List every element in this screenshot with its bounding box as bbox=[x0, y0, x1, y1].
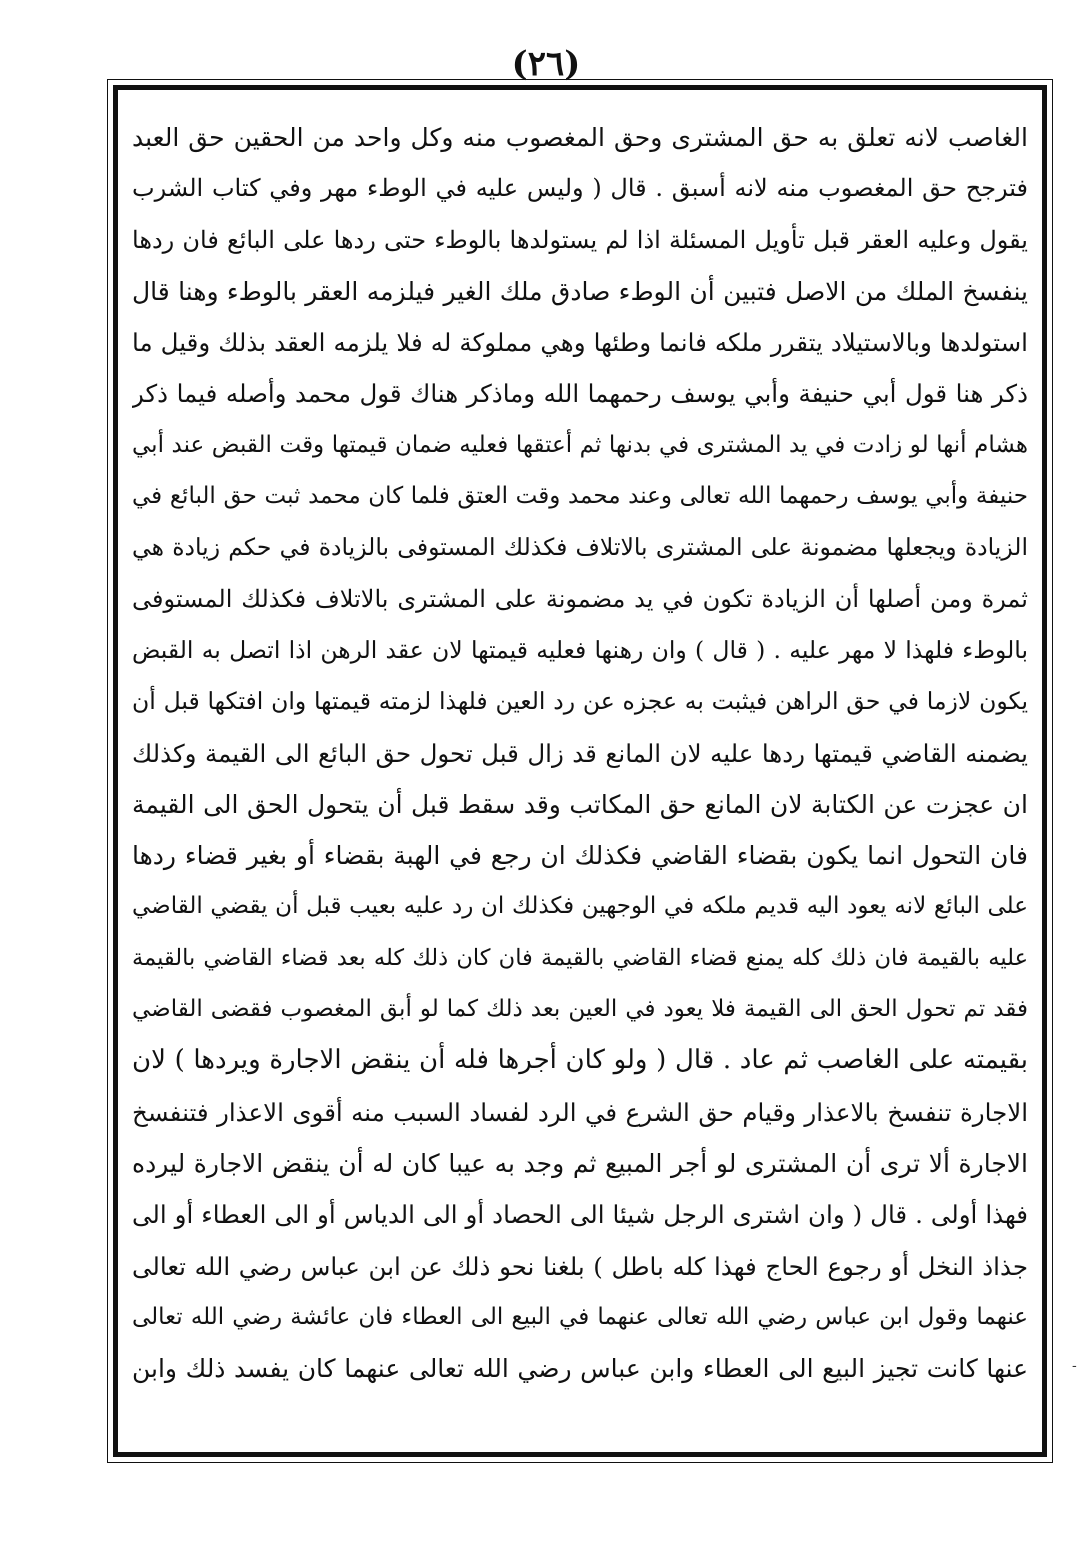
text-line: فان التحول انما يكون بقضاء القاضي فكذلك ان رجع في الهبة بقضاء أو بغير قضاء ردها bbox=[132, 841, 1028, 871]
text-frame bbox=[113, 85, 1047, 1457]
text-line: فهذا أولى . قال ( وان اشترى الرجل شيئا الى الحصاد أو الى الدياس أو الى العطاء أو الى bbox=[132, 1200, 1028, 1230]
text-line: فقد تم تحول الحق الى القيمة فلا يعود في العين بعد ذلك كما لو أبق المغصوب فقضى القاضي bbox=[132, 996, 1028, 1023]
text-line: جذاذ النخل أو رجوع الحاج فهذا كله باطل ) بلغنا نحو ذلك عن ابن عباس رضي الله تعالى bbox=[132, 1251, 1028, 1281]
margin-mark: - bbox=[1072, 1358, 1077, 1374]
text-line: الاجارة تنفسخ بالاعذار وقيام حق الشرع في الرد لفساد السبب منه أقوى الاعذار فتنفسخ bbox=[132, 1097, 1028, 1127]
page-number: (٢٦) bbox=[511, 44, 581, 84]
text-line: عنها كانت تجيز البيع الى العطاء وابن عباس رضي الله تعالى عنهما كان يفسد ذلك وابن bbox=[132, 1354, 1028, 1384]
text-line: يكون لازما في حق الراهن فيثبت به عجزه عن رد العين فلهذا لزمته قيمتها وان افتكها قبل أن bbox=[132, 687, 1028, 716]
text-line: ثمرة ومن أصلها أن الزيادة تكون في يد مضمونة على المشترى بالاتلاف فكذلك المستوفى bbox=[132, 584, 1028, 613]
text-line: ذكر هنا قول أبي حنيفة وأبي يوسف رحمهما الله وماذكر هناك قول محمد وأصله فيما ذكر bbox=[132, 379, 1028, 409]
text-line: على البائع لانه يعود اليه قديم ملكه في الوجهين فكذلك ان رد عليه بعيب قبل أن يقضي القاضي bbox=[132, 893, 1028, 920]
text-line: هشام أنها لو زادت في يد المشترى في بدنها ثم أعتقها فعليه ضمان قيمتها وقت القبض عند أبي bbox=[132, 431, 1028, 458]
text-line: استولدها وبالاستيلاد يتقرر ملكه فانما وطئها وهي مملوكة له فلا يلزمه العقد بذلك وقيل ما bbox=[132, 328, 1028, 358]
text-line: يضمنه القاضي قيمتها ردها عليه لان المانع قد زال قبل تحول حق البائع الى القيمة وكذلك bbox=[132, 738, 1028, 768]
text-line: الاجارة ألا ترى أن المشترى لو أجر المبيع ثم وجد به عيبا كان له أن ينقض الاجارة ليرده bbox=[132, 1148, 1028, 1178]
text-line: حنيفة وأبي يوسف رحمهما الله تعالى وعند محمد وقت العتق فلما كان محمد ثبت حق البائع في bbox=[132, 483, 1028, 510]
text-line: ان عجزت عن الكتابة لان المانع حق المكاتب وقد سقط قبل أن يتحول الحق الى القيمة bbox=[132, 789, 1028, 819]
text-line: الزيادة ويجعلها مضمونة على المشترى بالاتلاف فكذلك المستوفى بالزيادة في حكم زيادة هي bbox=[132, 533, 1028, 562]
text-line: عنهما وقول ابن عباس رضي الله تعالى عنهما في البيع الى العطاء فان عائشة رضي الله تعالى bbox=[132, 1303, 1028, 1330]
text-line: فترجح حق المغصوب منه لانه أسبق . قال ( وليس عليه في الوطء مهر وفي كتاب الشرب bbox=[132, 174, 1028, 203]
body-text bbox=[132, 112, 1028, 1394]
text-line: ينفسخ الملك من الاصل فتبين أن الوطء صادق ملك الغير فيلزمه العقر بالوطء وهنا قال bbox=[132, 276, 1028, 306]
text-line: الغاصب لانه تعلق به حق المشترى وحق المغصوب منه وكل واحد من الحقين حق العبد bbox=[132, 123, 1028, 152]
text-line: يقول وعليه العقر قبل تأويل المسئلة اذا لم يستولدها بالوطء حتى ردها على البائع فان ردها bbox=[132, 225, 1028, 254]
text-line: بالوطء فلهذا لا مهر عليه . ( قال ) وان رهنها فعليه قيمتها لان عقد الرهن اذا اتصل به القبض bbox=[132, 635, 1028, 664]
text-line: عليه بالقيمة فان ذلك كله يمنع قضاء القاضي بالقيمة فان كان ذلك كله بعد قضاء القاضي بالقيمة bbox=[132, 944, 1028, 971]
text-line: بقيمته على الغاصب ثم عاد . قال ( ولو كان أجرها فله أن ينقض الاجارة ويردها ) لان bbox=[132, 1045, 1028, 1076]
